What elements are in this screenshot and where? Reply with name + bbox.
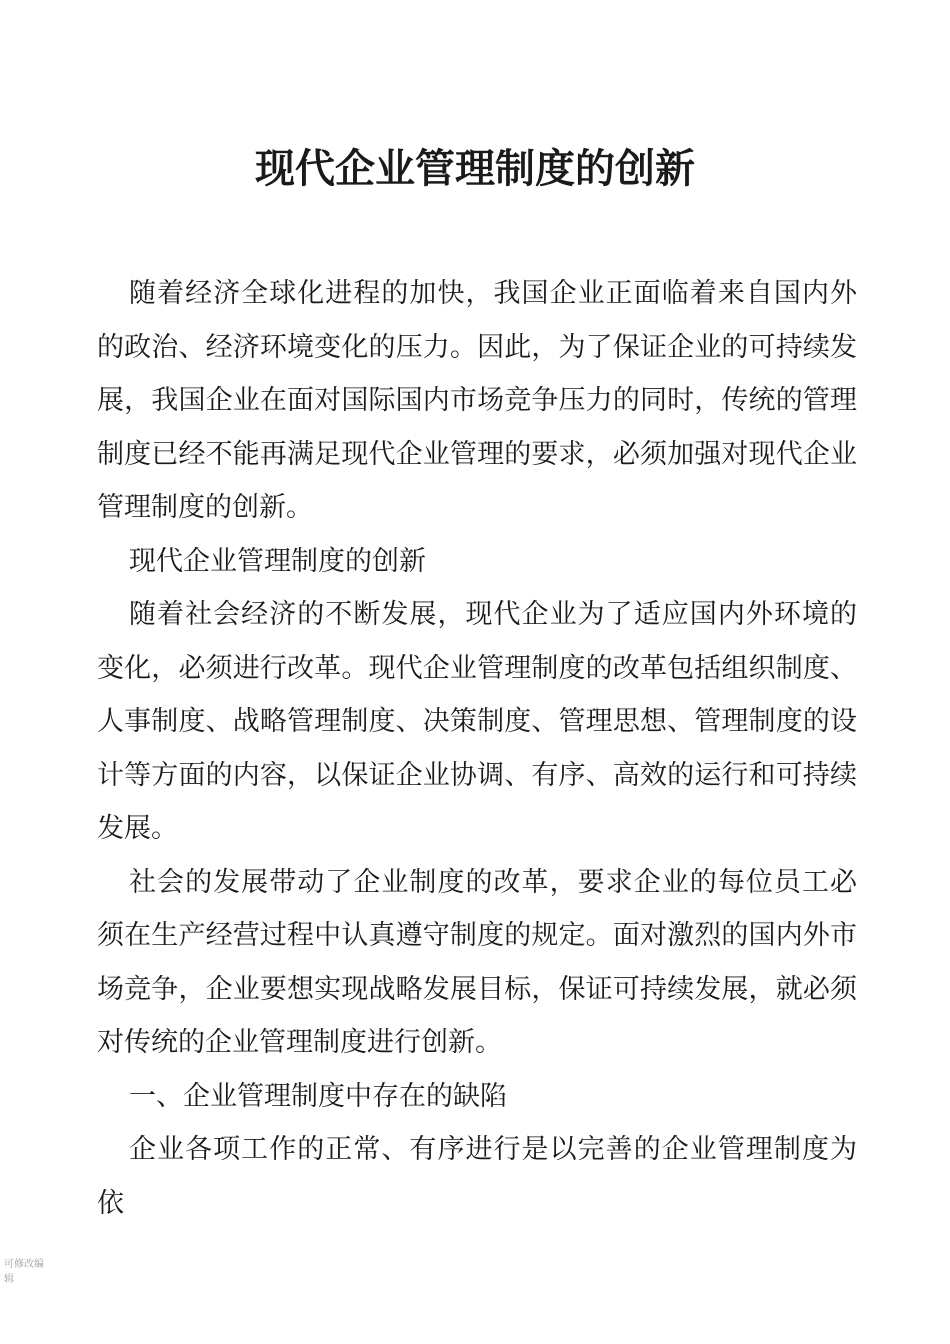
document-body (97, 267, 857, 1230)
document-title: 现代企业管理制度的创新 (255, 145, 695, 192)
subsection-heading: 一、企业管理制度中存在的缺陷 (129, 1080, 507, 1112)
paragraph-defects: 企业各项工作的正常、有序进行是以完善的企业管理制度为依 (97, 1134, 857, 1219)
section-heading: 现代企业管理制度的创新 (129, 545, 426, 577)
editable-note: 可修改编辑 (4, 1259, 44, 1285)
paragraph-intro: 随着经济全球化进程的加快，我国企业正面临着来自国内外的政治、经济环境变化的压力。因此，为了保证企业的可持续发展，我国企业在面对国际国内市场竞争压力的同时，传统的管理制度已经不能再满足现代企业管理的要求，必须加强对现代企业管理制度的创新。 (97, 278, 857, 523)
paragraph-society: 社会的发展带动了企业制度的改革，要求企业的每位员工必须在生产经营过程中认真遵守制度的规定。面对激烈的国内外市场竞争，企业要想实现战略发展目标，保证可持续发展，就必须对传统的企业管理制度进行创新。 (97, 866, 857, 1058)
paragraph-reform: 随着社会经济的不断发展，现代企业为了适应国内外环境的变化，必须进行改革。现代企业管理制度的改革包括组织制度、人事制度、战略管理制度、决策制度、管理思想、管理制度的设计等方面的内容，以保证企业协调、有序、高效的运行和可持续发展。 (97, 599, 857, 844)
